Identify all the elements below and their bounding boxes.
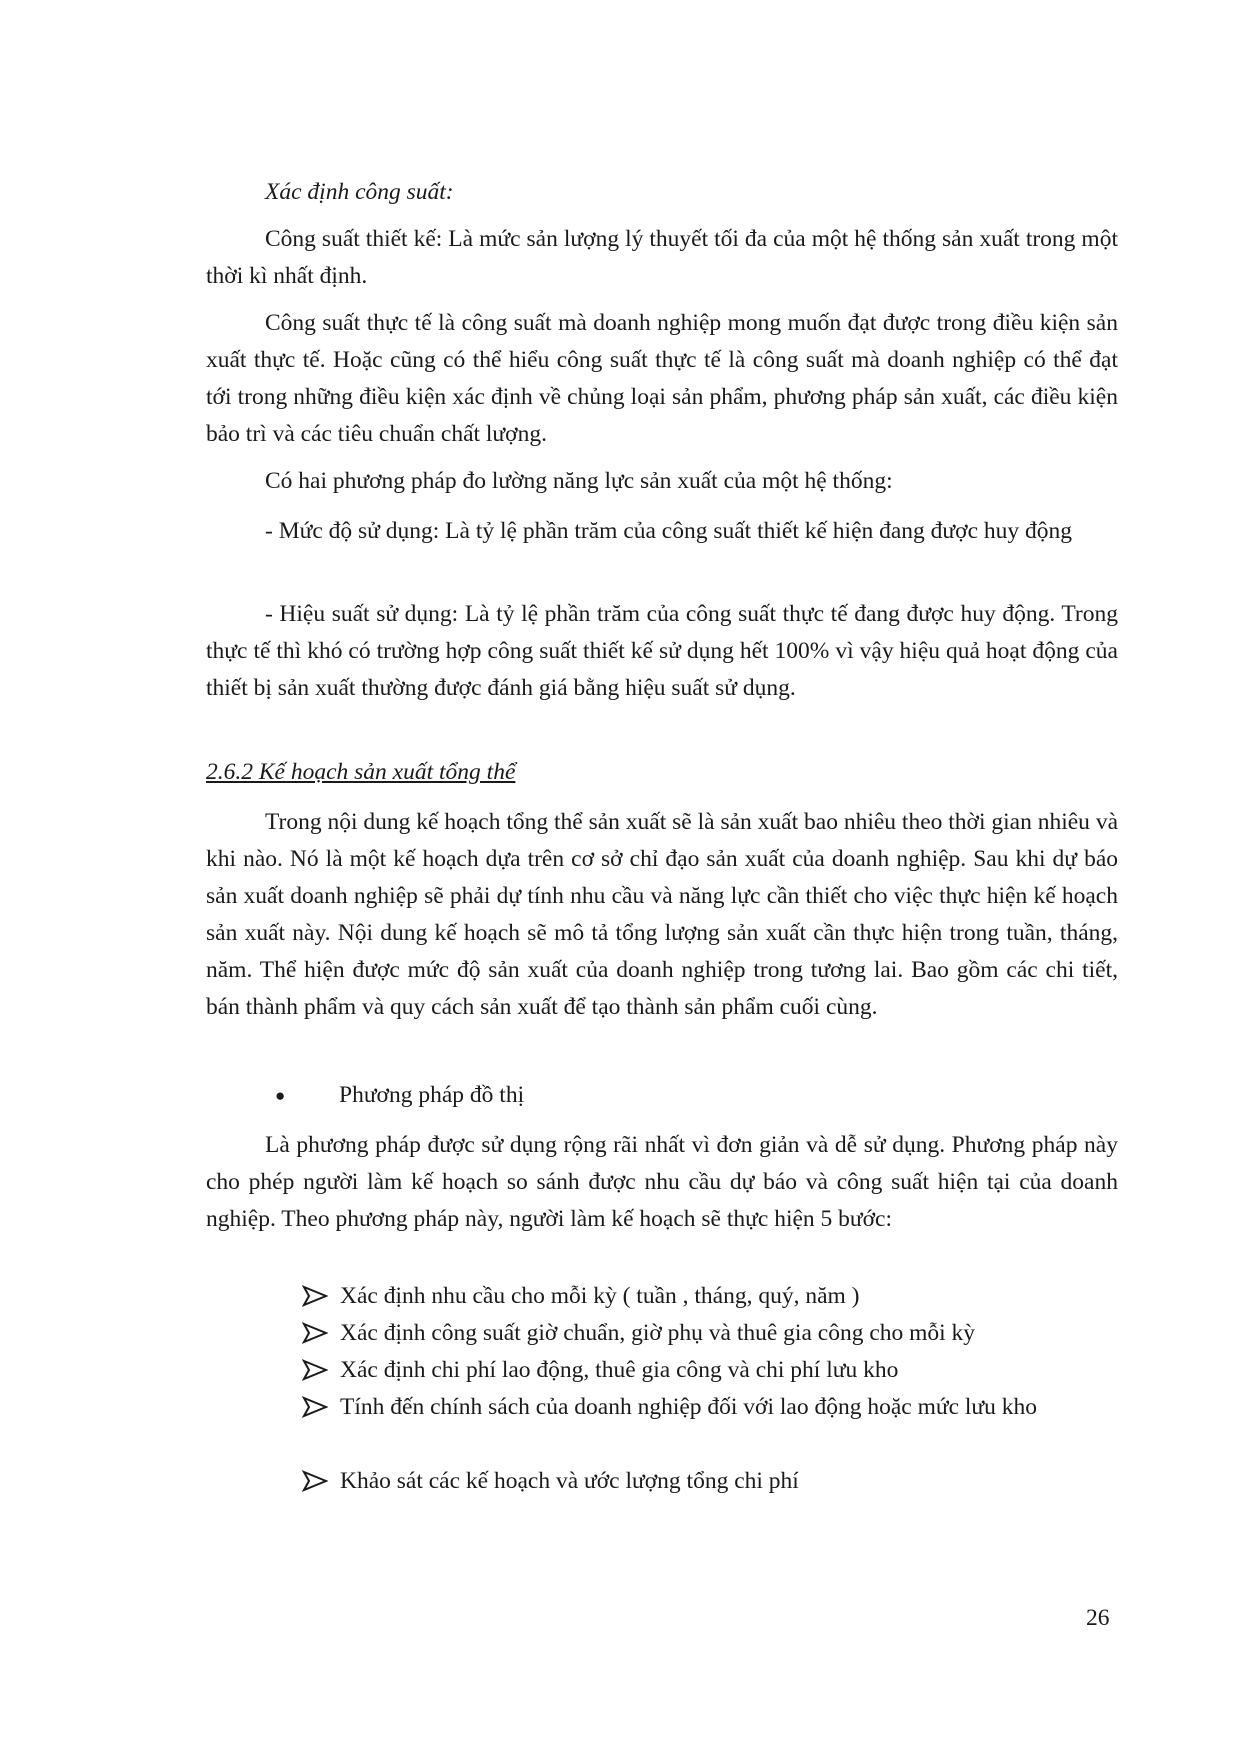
arrow-right-icon: [302, 1322, 328, 1344]
step-text: Tính đến chính sách của doanh nghiệp đối với lao động hoặc mức lưu kho: [340, 1394, 1038, 1420]
paragraph-actual-capacity: Công suất thực tế là công suất mà doanh nghiệp mong muốn đạt được trong điều kiện sản xuất thực tế. Hoặc cũng có thể hiểu công suất thực tế là công suất mà doanh nghiệp có thể đạt tới trong những điều kiện xác định về chủng loại sản phẩm, phương pháp sản xuất, các điều kiện bảo trì và các tiêu chuẩn chất lượng.: [206, 310, 1118, 447]
list-item: [302, 1278, 1118, 1315]
paragraph-design-capacity: Công suất thiết kế: Là mức sản lượng lý thuyết tối đa của một hệ thống sản xuất trong một thời kì nhất định.: [206, 226, 1118, 289]
list-item: [302, 1463, 1118, 1500]
step-text: Xác định chi phí lao động, thuê gia công và chi phí lưu kho: [340, 1357, 899, 1383]
paragraph-efficiency: - Hiệu suất sử dụng: Là tỷ lệ phần trăm của công suất thực tế đang được huy động. Trong thực tế thì khó có trường hợp công suất thiết kế sử dụng hết 100% vì vậy hiệu quả hoạt động của thiết bị sản xuất thường được đánh giá bằng hiệu suất sử dụng.: [206, 601, 1118, 701]
arrow-right-icon: [302, 1396, 328, 1418]
paragraph-section-intro: Trong nội dung kế hoạch tổng thể sản xuất sẽ là sản xuất bao nhiêu theo thời gian nhiêu và khi nào. Nó là một kế hoạch dựa trên cơ sở chỉ đạo sản xuất của doanh nghiệp. Sau khi dự báo sản xuất doanh nghiệp sẽ phải dự tính nhu cầu và năng lực cần thiết cho việc thực hiện kế hoạch sản xuất này. Nội dung kế hoạch sẽ mô tả tổng lượng sản xuất cần thực hiện trong tuần, tháng, năm. Thể hiện được mức độ sản xuất của doanh nghiệp trong tương lai. Bao gồm các chi tiết, bán thành phẩm và quy cách sản xuất để tạo thành sản phẩm cuối cùng.: [206, 809, 1118, 1020]
paragraph-usage-rate: - Mức độ sử dụng: Là tỷ lệ phần trăm của công suất thiết kế hiện đang được huy động: [265, 518, 1073, 544]
list-item: [302, 1389, 1118, 1426]
paragraph-graph-method: Là phương pháp được sử dụng rộng rãi nhất vì đơn giản và dễ sử dụng. Phương pháp này cho phép người làm kế hoạch so sánh được nhu cầu dự báo và công suất hiện tại của doanh nghiệp. Theo phương pháp này, người làm kế hoạch sẽ thực hiện 5 bước:: [206, 1132, 1118, 1232]
step-text: Xác định công suất giờ chuẩn, giờ phụ và thuê gia công cho mỗi kỳ: [340, 1320, 976, 1346]
bullet-text: Phương pháp đồ thị: [339, 1082, 525, 1108]
step-text: Xác định nhu cầu cho mỗi kỳ ( tuần , tháng, quý, năm ): [340, 1283, 860, 1309]
section-heading-2-6-2: 2.6.2 Kế hoạch sản xuất tổng thể: [206, 759, 516, 785]
capacity-heading: Xác định công suất:: [265, 179, 454, 205]
list-item: [302, 1352, 1118, 1389]
arrow-right-icon: [302, 1285, 328, 1307]
bullet-dot-icon: ●: [275, 1086, 286, 1105]
list-item: [302, 1315, 1118, 1352]
arrow-right-icon: [302, 1470, 328, 1492]
paragraph-measure-methods: Có hai phương pháp đo lường năng lực sản xuất của một hệ thống:: [265, 468, 893, 494]
page-number: 26: [1086, 1605, 1110, 1631]
step-text: Khảo sát các kế hoạch và ước lượng tổng chi phí: [340, 1468, 799, 1494]
arrow-right-icon: [302, 1359, 328, 1381]
